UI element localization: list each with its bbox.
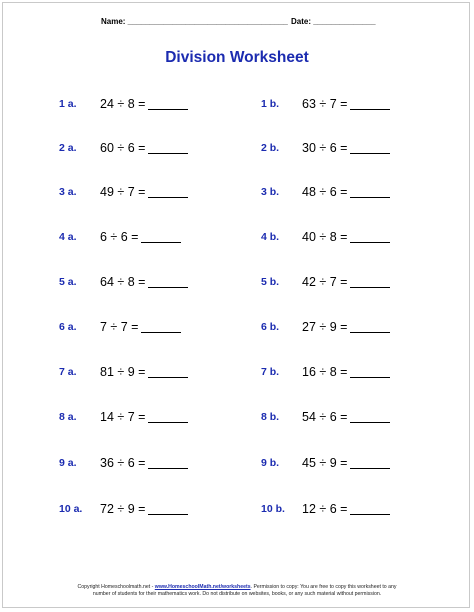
- answer-blank[interactable]: [350, 410, 390, 423]
- problem-number: 4 a.: [59, 231, 77, 243]
- expression-text: 49 ÷ 7 =: [100, 185, 146, 199]
- problem-right-5: [261, 274, 421, 290]
- problem-left-5: [59, 274, 219, 290]
- expression-text: 72 ÷ 9 =: [100, 502, 146, 516]
- expression-text: 54 ÷ 6 =: [302, 410, 348, 424]
- problem-right-2: [261, 140, 421, 156]
- expression-text: 60 ÷ 6 =: [100, 141, 146, 155]
- answer-blank[interactable]: [350, 456, 390, 469]
- expression-text: 42 ÷ 7 =: [302, 275, 348, 289]
- expression-text: 36 ÷ 6 =: [100, 456, 146, 470]
- problem-number: 2 b.: [261, 142, 280, 154]
- expression-text: 12 ÷ 6 =: [302, 502, 348, 516]
- problem-expression: [302, 409, 390, 425]
- answer-blank[interactable]: [350, 320, 390, 333]
- problem-number: 9 b.: [261, 457, 280, 469]
- problem-expression: [100, 455, 188, 471]
- footer-copyright: Copyright Homeschoolmath.net -: [77, 584, 155, 590]
- problem-expression: [100, 274, 188, 290]
- problem-expression: [302, 184, 390, 200]
- expression-text: 64 ÷ 8 =: [100, 275, 146, 289]
- problem-expression: [100, 364, 188, 380]
- problem-number: 2 a.: [59, 142, 77, 154]
- problem-expression: [100, 184, 188, 200]
- problem-expression: [100, 229, 181, 245]
- problem-expression: [302, 96, 390, 112]
- problem-number: 8 a.: [59, 411, 77, 423]
- date-field[interactable]: Date: ______________: [291, 17, 376, 26]
- answer-blank[interactable]: [350, 97, 390, 110]
- footer-permission: . Permission to copy: You are free to copy this worksheet to any: [250, 584, 397, 590]
- problem-number: 3 a.: [59, 186, 77, 198]
- expression-text: 7 ÷ 7 =: [100, 320, 139, 334]
- problem-right-8: [261, 409, 421, 425]
- problem-number: 4 b.: [261, 231, 280, 243]
- problem-number: 10 a.: [59, 503, 83, 515]
- answer-blank[interactable]: [141, 320, 181, 333]
- problem-number: 5 b.: [261, 276, 280, 288]
- answer-blank[interactable]: [148, 410, 188, 423]
- answer-blank[interactable]: [148, 275, 188, 288]
- problem-left-7: [59, 364, 219, 380]
- problem-expression: [100, 319, 181, 335]
- answer-blank[interactable]: [350, 230, 390, 243]
- expression-text: 45 ÷ 9 =: [302, 456, 348, 470]
- problem-expression: [100, 409, 188, 425]
- problem-expression: [302, 501, 390, 517]
- answer-blank[interactable]: [148, 185, 188, 198]
- problem-expression: [100, 501, 188, 517]
- problem-right-4: [261, 229, 421, 245]
- problem-expression: [302, 455, 390, 471]
- answer-blank[interactable]: [350, 275, 390, 288]
- problem-number: 10 b.: [261, 503, 285, 515]
- page-title: Division Worksheet: [165, 49, 309, 66]
- expression-text: 48 ÷ 6 =: [302, 185, 348, 199]
- expression-text: 16 ÷ 8 =: [302, 365, 348, 379]
- problem-number: 5 a.: [59, 276, 77, 288]
- expression-text: 40 ÷ 8 =: [302, 230, 348, 244]
- problem-number: 6 b.: [261, 321, 280, 333]
- problem-right-6: [261, 319, 421, 335]
- problem-number: 8 b.: [261, 411, 280, 423]
- expression-text: 24 ÷ 8 =: [100, 97, 146, 111]
- problem-number: 6 a.: [59, 321, 77, 333]
- expression-text: 81 ÷ 9 =: [100, 365, 146, 379]
- answer-blank[interactable]: [148, 141, 188, 154]
- problem-expression: [302, 229, 390, 245]
- problem-right-3: [261, 184, 421, 200]
- answer-blank[interactable]: [141, 230, 181, 243]
- expression-text: 14 ÷ 7 =: [100, 410, 146, 424]
- problem-number: 7 a.: [59, 366, 77, 378]
- problem-number: 1 a.: [59, 98, 77, 110]
- answer-blank[interactable]: [148, 97, 188, 110]
- problem-number: 1 b.: [261, 98, 280, 110]
- problem-right-1: [261, 96, 421, 112]
- problem-left-9: [59, 455, 219, 471]
- expression-text: 6 ÷ 6 =: [100, 230, 139, 244]
- name-field[interactable]: Name: ____________________________________: [101, 17, 288, 26]
- problem-expression: [302, 140, 390, 156]
- answer-blank[interactable]: [350, 502, 390, 515]
- problem-expression: [100, 140, 188, 156]
- problem-left-4: [59, 229, 219, 245]
- problem-right-7: [261, 364, 421, 380]
- problem-right-9: [261, 455, 421, 471]
- answer-blank[interactable]: [350, 141, 390, 154]
- answer-blank[interactable]: [350, 365, 390, 378]
- problem-expression: [302, 319, 390, 335]
- problem-left-2: [59, 140, 219, 156]
- problem-left-10: [59, 501, 219, 517]
- problem-number: 9 a.: [59, 457, 77, 469]
- footer-line2: number of students for their mathematics work. Do not distribute on websites, books, or any such material without permission.: [92, 591, 382, 597]
- problem-expression: [302, 274, 390, 290]
- expression-text: 30 ÷ 6 =: [302, 141, 348, 155]
- problem-left-8: [59, 409, 219, 425]
- problem-number: 7 b.: [261, 366, 280, 378]
- problem-number: 3 b.: [261, 186, 280, 198]
- expression-text: 63 ÷ 7 =: [302, 97, 348, 111]
- problem-left-3: [59, 184, 219, 200]
- problem-expression: [302, 364, 390, 380]
- footer-link[interactable]: www.HomeschoolMath.net/worksheets: [154, 584, 251, 590]
- page-border: [2, 2, 470, 608]
- problem-right-10: [261, 501, 421, 517]
- answer-blank[interactable]: [148, 365, 188, 378]
- answer-blank[interactable]: [148, 502, 188, 515]
- expression-text: 27 ÷ 9 =: [302, 320, 348, 334]
- problem-left-1: [59, 96, 219, 112]
- problem-expression: [100, 96, 188, 112]
- answer-blank[interactable]: [148, 456, 188, 469]
- problem-left-6: [59, 319, 219, 335]
- answer-blank[interactable]: [350, 185, 390, 198]
- footer: [0, 584, 474, 598]
